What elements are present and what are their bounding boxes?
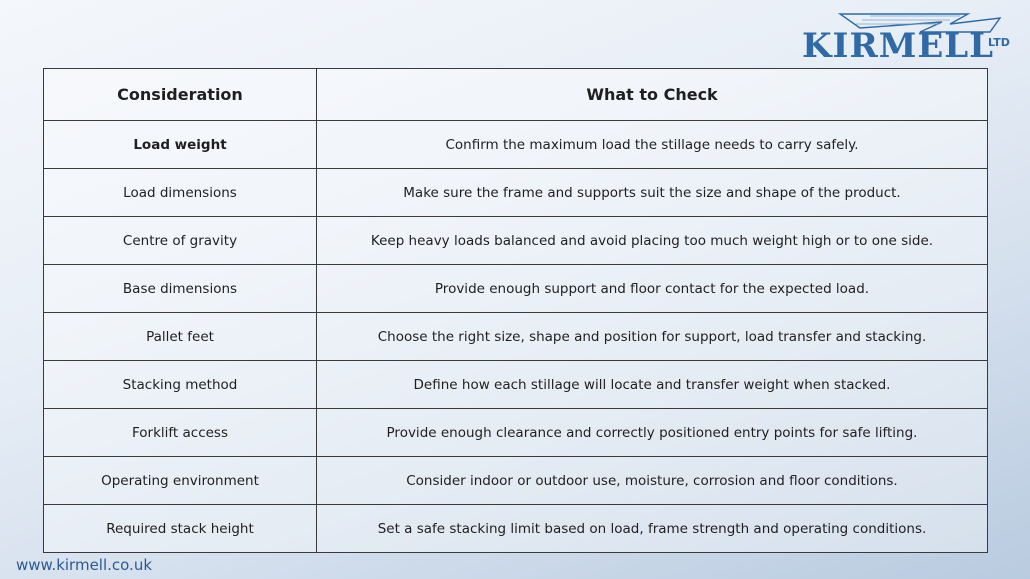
row-check: Set a safe stacking limit based on load, frame strength and operating conditions. [317,505,988,553]
row-check: Choose the right size, shape and position for support, load transfer and stacking. [317,313,988,361]
row-consideration: Pallet feet [44,313,317,361]
row-consideration: Required stack height [44,505,317,553]
table-row [44,265,988,313]
row-consideration: Operating environment [44,457,317,505]
header-what-to-check: What to Check [317,69,988,121]
logo-wordmark: KIRMELL [802,26,995,66]
website-link[interactable]: www.kirmell.co.uk [16,556,153,574]
logo-ltd: LTD [988,36,1010,49]
row-consideration: Stacking method [44,361,317,409]
table-row [44,217,988,265]
row-check: Confirm the maximum load the stillage needs to carry safely. [317,121,988,169]
row-check: Provide enough support and floor contact for the expected load. [317,265,988,313]
table-row [44,409,988,457]
table-header-row [44,69,988,121]
header-consideration: Consideration [44,69,317,121]
row-consideration: Load weight [44,121,317,169]
table-row [44,457,988,505]
row-check: Provide enough clearance and correctly positioned entry points for safe lifting. [317,409,988,457]
row-consideration: Load dimensions [44,169,317,217]
row-consideration: Centre of gravity [44,217,317,265]
kirmell-logo [800,10,1016,66]
row-consideration: Forklift access [44,409,317,457]
table-row [44,361,988,409]
table-row [44,169,988,217]
row-consideration: Base dimensions [44,265,317,313]
row-check: Keep heavy loads balanced and avoid placing too much weight high or to one side. [317,217,988,265]
row-check: Define how each stillage will locate and transfer weight when stacked. [317,361,988,409]
table-row [44,313,988,361]
row-check: Make sure the frame and supports suit the size and shape of the product. [317,169,988,217]
row-check: Consider indoor or outdoor use, moisture, corrosion and floor conditions. [317,457,988,505]
table-row [44,505,988,553]
considerations-table [43,68,988,553]
table-row [44,121,988,169]
